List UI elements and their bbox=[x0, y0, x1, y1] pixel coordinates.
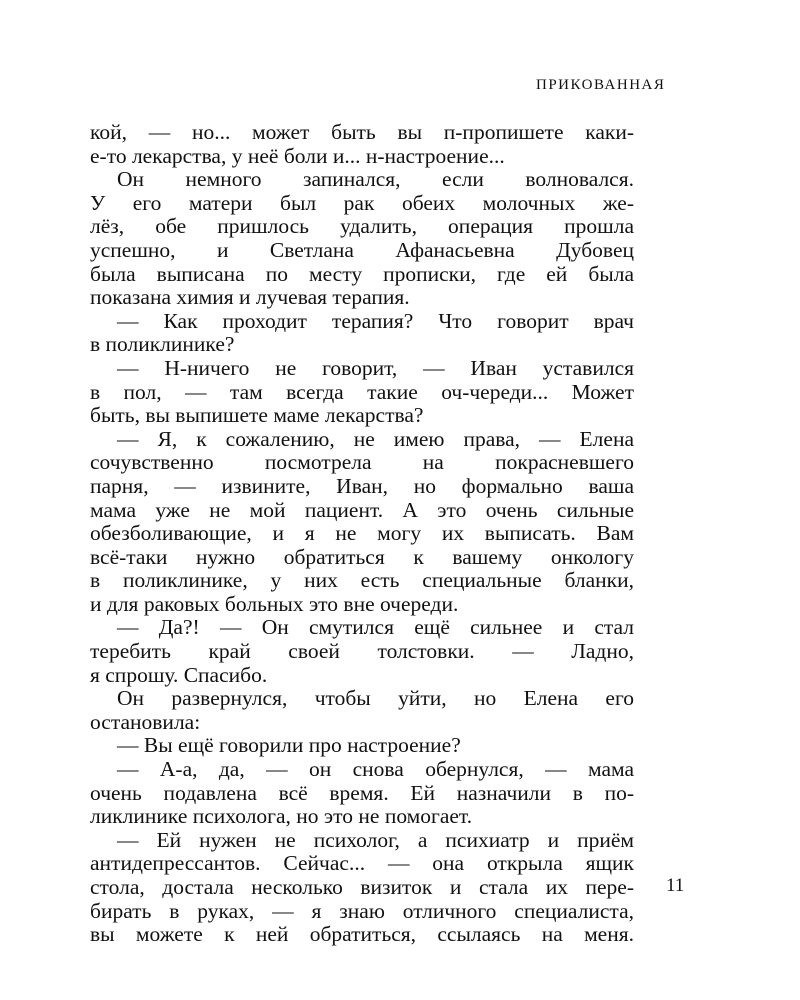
text-line: сочувственно посмотрела на покрасневшего bbox=[90, 450, 634, 475]
text-line: очень подавлена всё время. Ей назначили в по- bbox=[90, 780, 634, 805]
text-line: в поликлинике? bbox=[90, 332, 235, 357]
text-line: мама уже не мой пациент. А это очень сильные bbox=[90, 497, 634, 522]
text-line: антидепрессантов. Сейчас... — она открыла ящик bbox=[90, 851, 634, 876]
text-line: парня, — извините, Иван, но формально ваша bbox=[90, 473, 634, 498]
text-line: успешно, и Светлана Афанасьевна Дубовец bbox=[90, 237, 634, 262]
text-line: кой, — но... может быть вы п-пропишете каки- bbox=[90, 120, 634, 144]
text-line: е-то лекарства, у неё боли и... н-настроение... bbox=[90, 143, 505, 168]
text-line: всё-таки нужно обратиться к вашему онкологу bbox=[90, 544, 634, 569]
text-line: показана химия и лучевая терапия. bbox=[90, 285, 410, 310]
text-line: — Вы ещё говорили про настроение? bbox=[117, 733, 461, 758]
text-line: я спрошу. Спасибо. bbox=[90, 662, 268, 687]
text-line: быть, вы выпишете маме лекарства? bbox=[90, 403, 424, 428]
text-line: была выписана по месту прописки, где ей была bbox=[90, 261, 634, 286]
text-line: Он немного запинался, если волновался. bbox=[117, 167, 634, 192]
text-line: — Н-ничего не говорит, — Иван уставился bbox=[117, 355, 634, 380]
text-line: и для раковых больных это вне очереди. bbox=[90, 591, 459, 616]
text-line: У его матери был рак обеих молочных же- bbox=[90, 190, 634, 215]
text-line: ликлинике психолога, но это не помогает. bbox=[90, 804, 473, 829]
text-line: — Я, к сожалению, не имею права, — Елена bbox=[117, 426, 634, 451]
text-line: вы можете к ней обратиться, ссылаясь на меня. bbox=[90, 922, 634, 947]
text-line: — Как проходит терапия? Что говорит врач bbox=[117, 308, 634, 333]
text-line: теребить край своей толстовки. — Ладно, bbox=[90, 639, 634, 664]
text-line: остановила: bbox=[90, 709, 201, 734]
text-line: в пол, — там всегда такие оч-череди... Может bbox=[90, 379, 634, 404]
text-line: — А-а, да, — он снова обернулся, — мама bbox=[117, 757, 634, 782]
text-line: — Да?! — Он смутился ещё сильнее и стал bbox=[117, 615, 634, 640]
text-line: обезболивающие, и я не могу их выписать. Вам bbox=[90, 521, 634, 546]
text-line: лёз, обе пришлось удалить, операция прошла bbox=[90, 214, 634, 239]
text-line: стола, достала несколько визиток и стала их пере- bbox=[90, 875, 634, 899]
text-line: в поликлинике, у них есть специальные бланки, bbox=[90, 568, 634, 593]
page-number: 11 bbox=[666, 875, 685, 896]
text-line: — Ей нужен не психолог, а психиатр и приём bbox=[117, 827, 634, 852]
running-head: ПРИКОВАННАЯ bbox=[536, 77, 666, 93]
text-line: бирать в руках, — я знаю отличного специалиста, bbox=[90, 898, 634, 923]
body-text bbox=[90, 121, 634, 947]
text-line: Он развернулся, чтобы уйти, но Елена его bbox=[117, 686, 634, 711]
